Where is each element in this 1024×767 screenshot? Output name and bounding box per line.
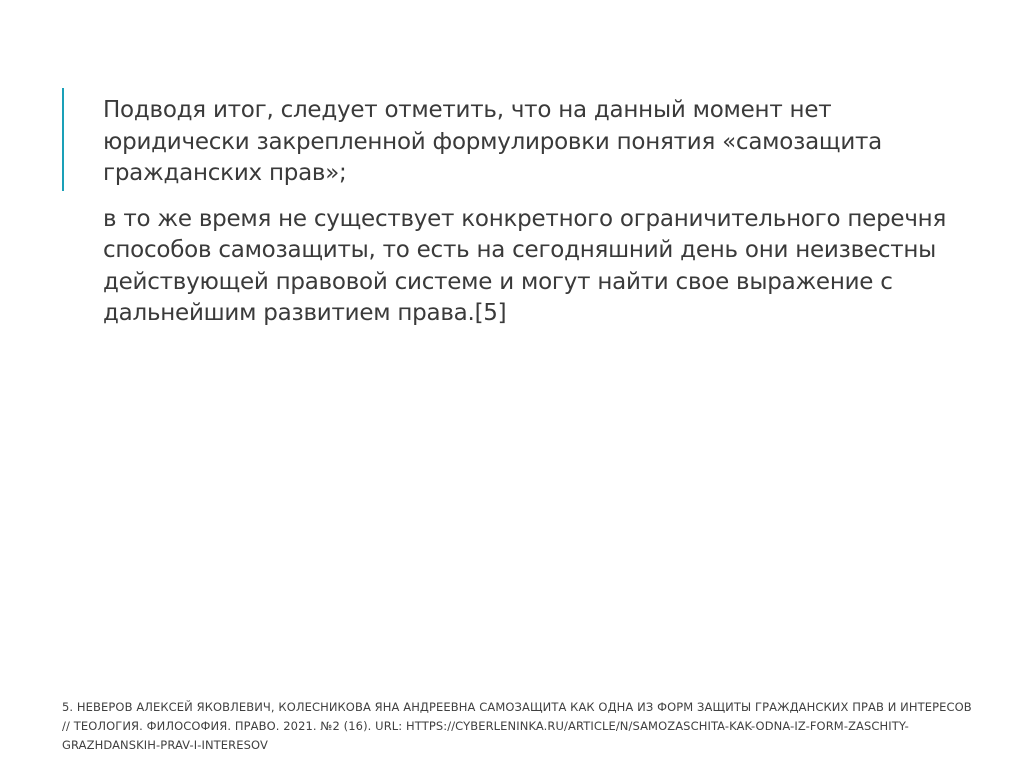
- accent-bar: [62, 88, 64, 191]
- paragraph-detail: в то же время не существует конкретного ограничительного перечня способов самозащиты, то есть на сегодняшний день они неизвестны действующей правовой системе и могут найти свое выражение с дальнейшим развитием права.[5]: [103, 205, 947, 326]
- footnote-reference: 5. НЕВЕРОВ АЛЕКСЕЙ ЯКОВЛЕВИЧ, КОЛЕСНИКОВА ЯНА АНДРЕЕВНА САМОЗАЩИТА КАК ОДНА ИЗ ФОРМ ЗАЩИТЫ ГРАЖДАНСКИХ ПРАВ И ИНТЕРЕСОВ // ТЕОЛОГИЯ. ФИЛОСОФИЯ. ПРАВО. 2021. №2 (16). URL: HTTPS://CYBERLENINKA.RU/ARTICLE/N/SAMOZASCHITA-KAK-ODNA-IZ-FORM-ZASCHITY-GRAZHDANSKIH-PRAV-I-INTERESOV: [62, 700, 972, 752]
- paragraph-summary: Подводя итог, следует отметить, что на данный момент нет юридически закрепленной формулировки понятия «самозащита гражданских прав»;: [103, 97, 883, 186]
- slide-body: [103, 95, 963, 330]
